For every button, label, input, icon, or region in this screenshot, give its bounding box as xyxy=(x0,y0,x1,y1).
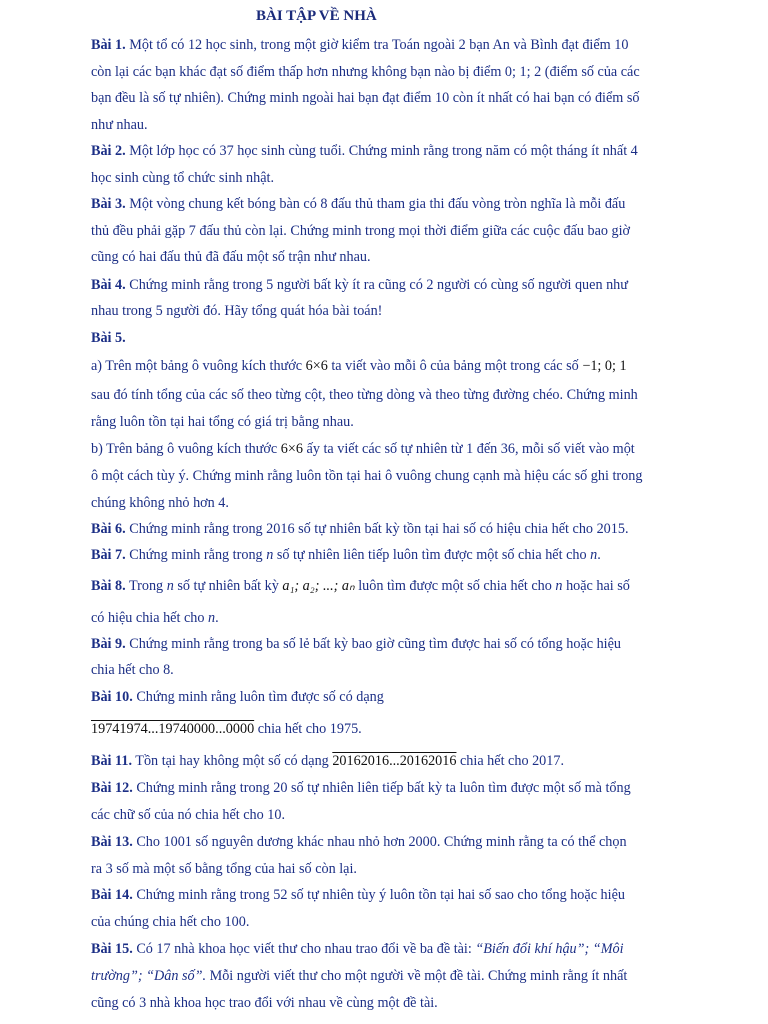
line xyxy=(91,806,285,824)
line xyxy=(91,494,229,512)
line-text: nhau trong 5 người đó. Hãy tổng quát hóa bài toán! xyxy=(91,303,383,319)
exercise-label: Bài 7. xyxy=(91,547,126,563)
line-text: Cho 1001 số nguyên dương khác nhau nhỏ hơn 2000. Chứng minh rằng ta có thể chọn xyxy=(132,834,627,850)
overlined-number: 19741974...19740000...0000 xyxy=(91,721,255,737)
exercise-label: Bài 1. xyxy=(91,37,126,53)
line-text: Tồn tại hay không một số có dạng xyxy=(132,753,333,769)
line xyxy=(91,635,621,653)
line xyxy=(91,609,219,627)
line-text: thủ đều phải gặp 7 đấu thủ còn lại. Chứng minh trong mọi thời điểm giữa các cuộc đấu bao giờ xyxy=(91,223,631,239)
line-text: Chứng minh rằng trong ba số lẻ bất kỳ bao giờ cũng tìm được hai số có tổng hoặc hiệu xyxy=(125,636,622,652)
line xyxy=(91,520,629,538)
line-text: còn lại các bạn khác đạt số điểm thấp hơn nhưng không bạn nào bị điểm 0; 1; 2 (điểm số của các xyxy=(91,64,640,80)
line xyxy=(91,248,371,266)
line xyxy=(91,169,274,187)
exercise-label: Bài 13. xyxy=(91,834,133,850)
line-text: bạn đều là số tự nhiên). Chứng minh ngoài hai bạn đạt điểm 10 còn ít nhất có hai bạn có điểm số xyxy=(91,90,640,106)
line xyxy=(91,913,249,931)
exercise-label: Bài 11. xyxy=(91,753,132,769)
math-expression: 6×6 xyxy=(280,441,303,457)
line xyxy=(91,779,631,797)
line xyxy=(91,752,564,770)
exercise-label: Bài 15. xyxy=(91,941,133,957)
line-text: . xyxy=(597,547,601,563)
line-text: như nhau. xyxy=(91,117,148,133)
exercise-label: Bài 14. xyxy=(91,887,133,903)
line xyxy=(91,386,638,404)
math-variable: n xyxy=(166,578,174,594)
line-text: Mỗi người viết thư cho một người về một đề tài. Chứng minh rằng ít nhất xyxy=(206,968,628,984)
exercise-label: Bài 6. xyxy=(91,521,126,537)
line-text: có hiệu chia hết cho xyxy=(91,610,208,626)
math-expression: −1; 0; 1 xyxy=(582,358,627,374)
exercise-label: Bài 9. xyxy=(91,636,126,652)
line-text: chúng không nhỏ hơn 4. xyxy=(91,495,229,511)
line-text: số tự nhiên liên tiếp luôn tìm được một số chia hết cho xyxy=(273,547,591,563)
math-variable: n xyxy=(266,547,274,563)
line xyxy=(91,222,630,240)
line-text: sau đó tính tổng của các số theo từng cột, theo từng dòng và theo từng đường chéo. Chứng minh xyxy=(91,387,638,403)
line-text: chia hết cho 8. xyxy=(91,662,174,678)
line xyxy=(91,63,640,81)
math-expression: 6×6 xyxy=(305,358,328,374)
line xyxy=(91,577,630,595)
math-expression: a₁; a₂; ...; aₙ xyxy=(282,578,355,594)
line xyxy=(91,467,642,485)
line-text: số tự nhiên bất kỳ xyxy=(173,578,283,594)
line-text: Chứng minh rằng trong 2016 số tự nhiên bất kỳ tồn tại hai số có hiệu chia hết cho 2015. xyxy=(125,521,629,537)
line-text: của chúng chia hết cho 100. xyxy=(91,914,250,930)
exercise-label: Bài 10. xyxy=(91,689,133,705)
line-text: ta viết vào mỗi ô của bảng một trong các số xyxy=(327,358,583,374)
line xyxy=(91,276,628,294)
line-text: Chứng minh rằng trong 20 số tự nhiên liên tiếp bất kỳ ta luôn tìm được một số mà tổng xyxy=(132,780,631,796)
line xyxy=(91,994,438,1012)
overlined-number: 20162016...20162016 xyxy=(332,753,457,769)
line xyxy=(91,413,354,431)
line xyxy=(91,142,638,160)
line-text: các chữ số của nó chia hết cho 10. xyxy=(91,807,286,823)
line-text: ô một cách tùy ý. Chứng minh rằng luôn tồn tại hai ô vuông chung cạnh mà hiệu các số ghi trong xyxy=(91,468,643,484)
line-text: Một tổ có 12 học sinh, trong một giờ kiểm tra Toán ngoài 2 bạn An và Bình đạt điểm 10 xyxy=(125,37,629,53)
exercise-label: Bài 8. xyxy=(91,578,126,594)
line-text: Có 17 nhà khoa học viết thư cho nhau trao đổi về ba đề tài: xyxy=(132,941,476,957)
line-text: Một vòng chung kết bóng bàn có 8 đấu thủ tham gia thi đấu vòng tròn nghĩa là mỗi đấu xyxy=(125,196,626,212)
line-text: Chứng minh rằng luôn tìm được số có dạng xyxy=(132,689,384,705)
line-text: Chứng minh rằng trong 52 số tự nhiên tùy ý luôn tồn tại hai số sao cho tổng hoặc hiệu xyxy=(132,887,625,903)
line-text: ra 3 số mà một số bằng tổng của hai số còn lại. xyxy=(91,861,357,877)
line xyxy=(91,440,635,458)
line xyxy=(91,720,362,738)
italic-text: “Biến đổi khí hậu”; “Môi xyxy=(475,941,624,957)
line xyxy=(91,357,627,375)
line xyxy=(91,329,126,347)
line-text: Chứng minh rằng trong xyxy=(125,547,267,563)
math-variable: n xyxy=(590,547,598,563)
line xyxy=(91,302,382,320)
math-variable: n xyxy=(555,578,563,594)
line xyxy=(91,833,627,851)
line-text: b) Trên bảng ô vuông kích thước xyxy=(91,441,281,457)
exercise-label: Bài 2. xyxy=(91,143,126,159)
line-text: a) Trên một bảng ô vuông kích thước xyxy=(91,358,306,374)
line xyxy=(91,661,174,679)
line-text: Chứng minh rằng trong 5 người bất kỳ ít ra cũng có 2 người có cùng số người quen như xyxy=(125,277,628,293)
line-text: chia hết cho 2017. xyxy=(456,753,565,769)
line-text: chia hết cho 1975. xyxy=(254,721,362,737)
line-text: Trong xyxy=(125,578,167,594)
italic-text: trường”; “Dân số”. xyxy=(91,968,207,984)
line-text: luôn tìm được một số chia hết cho xyxy=(354,578,556,594)
line-text: . xyxy=(215,610,219,626)
line xyxy=(91,89,639,107)
line-text: ấy ta viết các số tự nhiên từ 1 đến 36, mỗi số viết vào một xyxy=(302,441,635,457)
line-text: rằng luôn tồn tại hai tổng có giá trị bằng nhau. xyxy=(91,414,354,430)
line-text: cũng có hai đấu thủ đã đấu một số trận như nhau. xyxy=(91,249,371,265)
line xyxy=(91,116,148,134)
exercise-label: Bài 12. xyxy=(91,780,133,796)
exercise-label: Bài 4. xyxy=(91,277,126,293)
line-text: Một lớp học có 37 học sinh cùng tuổi. Chứng minh rằng trong năm có một tháng ít nhất 4 xyxy=(125,143,638,159)
line-text: hoặc hai số xyxy=(562,578,630,594)
line xyxy=(91,967,627,985)
exercise-label: Bài 5. xyxy=(91,330,126,346)
line xyxy=(91,195,625,213)
line xyxy=(91,940,624,958)
line-text: học sinh cùng tổ chức sinh nhật. xyxy=(91,170,275,186)
line xyxy=(91,36,628,54)
line xyxy=(91,688,384,706)
line xyxy=(91,860,357,878)
line xyxy=(91,546,601,564)
page-title: BÀI TẬP VỀ NHÀ xyxy=(256,8,377,24)
math-variable: n xyxy=(208,610,216,626)
line-text: cũng có 3 nhà khoa học trao đổi với nhau về cùng một đề tài. xyxy=(91,995,438,1011)
line xyxy=(91,886,625,904)
exercise-label: Bài 3. xyxy=(91,196,126,212)
